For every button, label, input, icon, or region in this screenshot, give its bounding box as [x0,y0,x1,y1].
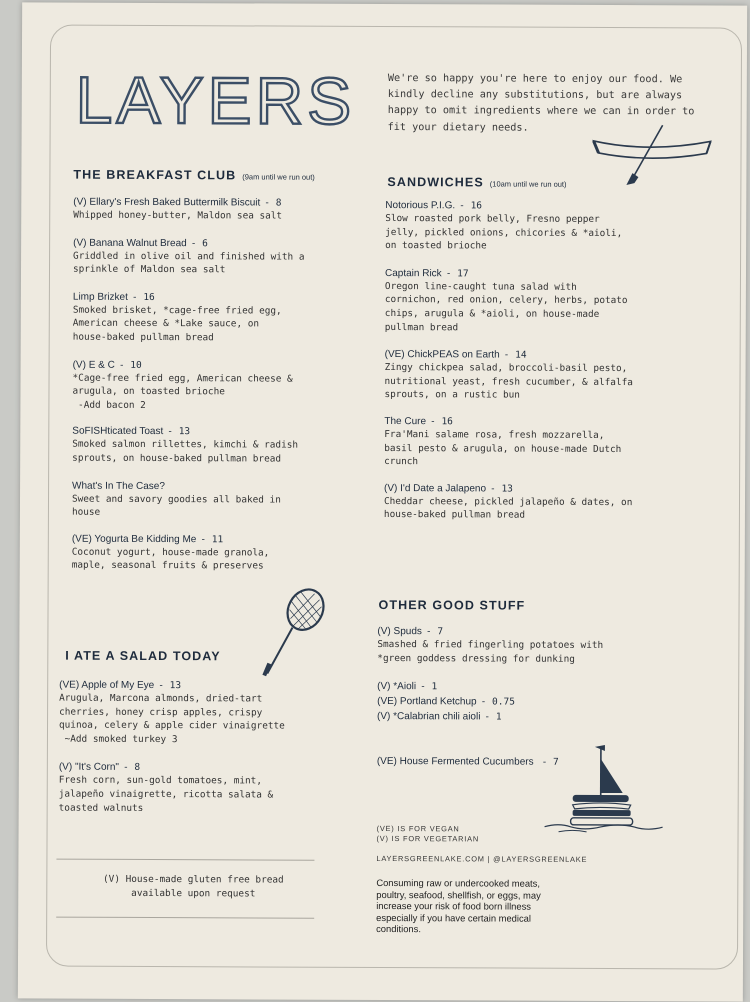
menu-item [72,532,372,573]
item-price: - 14 [504,350,527,361]
food-warning: Consuming raw or undercooked meats, poultry, seafood, shellfish, or eggs, may increase your risk of food born illness especially if you have certain medical conditions. [376,877,616,936]
menu-item [72,425,372,466]
salad-list [59,679,360,816]
item-title [384,415,704,429]
spuds-item [377,625,697,667]
item-desc: *green goddess dressing for dunking [377,652,697,667]
item-name: (V) Ellary's Fresh Baked Buttermilk Biscuit [73,197,260,209]
item-price: - 10 [119,359,142,370]
item-desc: *Cage-free fried egg, American cheese & [73,371,373,386]
item-desc: Griddled in olive oil and finished with a [73,249,373,264]
other-title: OTHER GOOD STUFF [379,598,526,613]
menu-item [59,679,359,748]
item-desc: on toasted brioche [385,239,705,254]
menu-item [384,348,704,403]
item-desc: quinoa, celery & apple cider vinaigrette [59,719,359,734]
item-name: What's In The Case? [72,480,165,491]
item-title [73,290,373,304]
item-price: - 16 [132,292,155,303]
item-price: - 8 [123,762,140,773]
item-price: - 13 [490,483,513,494]
item-desc: house [72,506,372,521]
item-title [72,479,372,493]
sandwiches-title: SANDWICHES (10am until we run out) [387,175,566,190]
item-desc: pullman bread [385,321,705,336]
item-desc: Smashed & fried fingerling potatoes with [377,638,697,653]
gluten-free-note: (V) House-made gluten free bread available upon request [73,873,313,901]
item-name: Captain Rick [385,268,442,279]
intro-text: We're so happy you're here to enjoy our food. We kindly decline any substitutions, but are always happy to omit ingredients where we can in order to fit your dietary needs. [388,71,708,137]
item-desc: Smoked brisket, *cage-free fried egg, [73,303,373,318]
breakfast-list [72,196,374,574]
item-desc: ~Add smoked turkey 3 [59,732,359,747]
item-name: (V) I'd Date a Jalapeno [384,483,486,494]
item-price: - 16 [459,200,482,211]
item-name: (V) "It's Corn" [59,762,119,773]
item-desc: house-baked pullman bread [73,331,373,346]
item-desc: sprouts, on house-baked pullman bread [72,452,372,467]
item-desc: Smoked salmon rillettes, kimchi & radish [72,438,372,453]
menu-item [73,290,373,345]
menu-item [59,761,359,816]
item-title [73,236,373,250]
item-desc: Fresh corn, sun-gold tomatoes, mint, [59,774,359,789]
item-desc: cornichon, red onion, celery, herbs, potato [385,293,705,308]
item-name: (V) *Calabrian chili aioli [377,711,480,722]
item-name: (VE) House Fermented Cucumbers [377,756,534,768]
item-desc: sprinkle of Maldon sea salt [73,263,373,278]
salad-title: I ATE A SALAD TODAY [65,649,220,664]
extras-list [377,679,697,725]
item-name: (V) *Aioli [377,681,416,692]
item-desc: chips, arugula & *aioli, on house-made [385,307,705,322]
menu-item [72,479,372,520]
item-desc: arugula, on toasted brioche [72,385,372,400]
item-desc: Oregon line-caught tuna salad with [385,280,705,295]
menu-paper [18,2,747,1001]
item-price: - 13 [167,426,190,437]
item-desc: American cheese & *Lake sauce, on [73,317,373,332]
item-desc: Fra'Mani salame rosa, fresh mozzarella, [384,428,704,443]
item-name: (V) Banana Walnut Bread [73,237,187,248]
item-name: Limp Brizket [73,291,128,302]
item-desc: sprouts, on a rustic bun [384,388,704,403]
item-name: (VE) Portland Ketchup [377,696,477,707]
item-desc: Coconut yogurt, house-made granola, [72,545,372,560]
item-price: - 7 [542,757,559,768]
item-price: - 1 [420,681,437,692]
item-desc: house-baked pullman bread [384,508,704,523]
item-name: (VE) Yogurta Be Kidding Me [72,533,197,545]
item-title [384,482,704,496]
cucumbers-item [377,755,559,769]
item-desc: jelly, pickled onions, chicories & *aioli, [385,226,705,241]
menu-item [384,415,704,470]
item-price: - 8 [264,197,281,208]
menu-item [72,358,372,413]
item-name: SoFISHticated Toast [72,426,163,437]
item-title [72,425,372,439]
legend: (VE) IS FOR VEGAN (V) IS FOR VEGETARIAN [377,824,480,844]
item-desc: nutritional yeast, fresh cucumber, & alfalfa [384,375,704,390]
item-desc: Zingy chickpea salad, broccoli-basil pesto, [385,361,705,376]
item-desc: Cheddar cheese, pickled jalapeño & dates, on [384,495,704,510]
item-price: - 6 [191,238,208,249]
item-desc: jalapeño vinaigrette, ricotta salata & [59,788,359,803]
sandwich-sailboat-icon [539,743,669,836]
item-title [72,532,372,546]
item-desc: maple, seasonal fruits & preserves [72,559,372,574]
menu-item [73,236,373,277]
item-desc: Slow roasted pork belly, Fresno pepper [385,212,705,227]
social-handle: LAYERSGREENLAKE.COM | @LAYERSGREENLAKE [376,854,587,865]
sandwich-list [384,199,705,523]
menu-item [73,196,373,224]
item-desc: Sweet and savory goodies all baked in [72,492,372,507]
item-name: (VE) ChickPEAS on Earth [385,349,500,361]
item-desc: basil pesto & arugula, on house-made Dutch [384,442,704,457]
item-name: (V) E & C [73,359,115,370]
item-desc: toasted walnuts [59,801,359,816]
item-price: - 13 [158,680,181,691]
item-desc: crunch [384,455,704,470]
item-name: The Cure [384,416,426,427]
menu-item [385,199,705,254]
item-price: - 1 [484,711,501,722]
breakfast-title: THE BREAKFAST CLUB (9am until we run out) [73,168,314,183]
item-desc: -Add bacon 2 [72,398,372,413]
item-title [59,761,359,775]
item-price: - 11 [200,534,223,545]
item-title [73,358,373,372]
item-name: (V) Spuds [377,626,422,637]
item-price: - 0.75 [481,696,515,707]
item-price: - 7 [426,626,443,637]
tennis-racket-icon [261,585,331,679]
menu-item [384,482,704,524]
item-price: - 16 [430,416,453,427]
item-price: - 17 [446,268,469,279]
item-desc: Arugula, Marcona almonds, dried-tart [59,692,359,707]
canoe-icon [588,123,716,188]
item-name: (VE) Apple of My Eye [59,680,154,691]
logo: LAYERS [76,67,356,134]
item-title [59,679,359,693]
item-title [73,196,373,210]
item-title [385,267,705,281]
item-desc: Whipped honey-butter, Maldon sea salt [73,209,373,224]
menu-item [385,267,705,336]
item-name: Notorious P.I.G. [385,200,455,211]
item-desc: cherries, honey crisp apples, crispy [59,705,359,720]
